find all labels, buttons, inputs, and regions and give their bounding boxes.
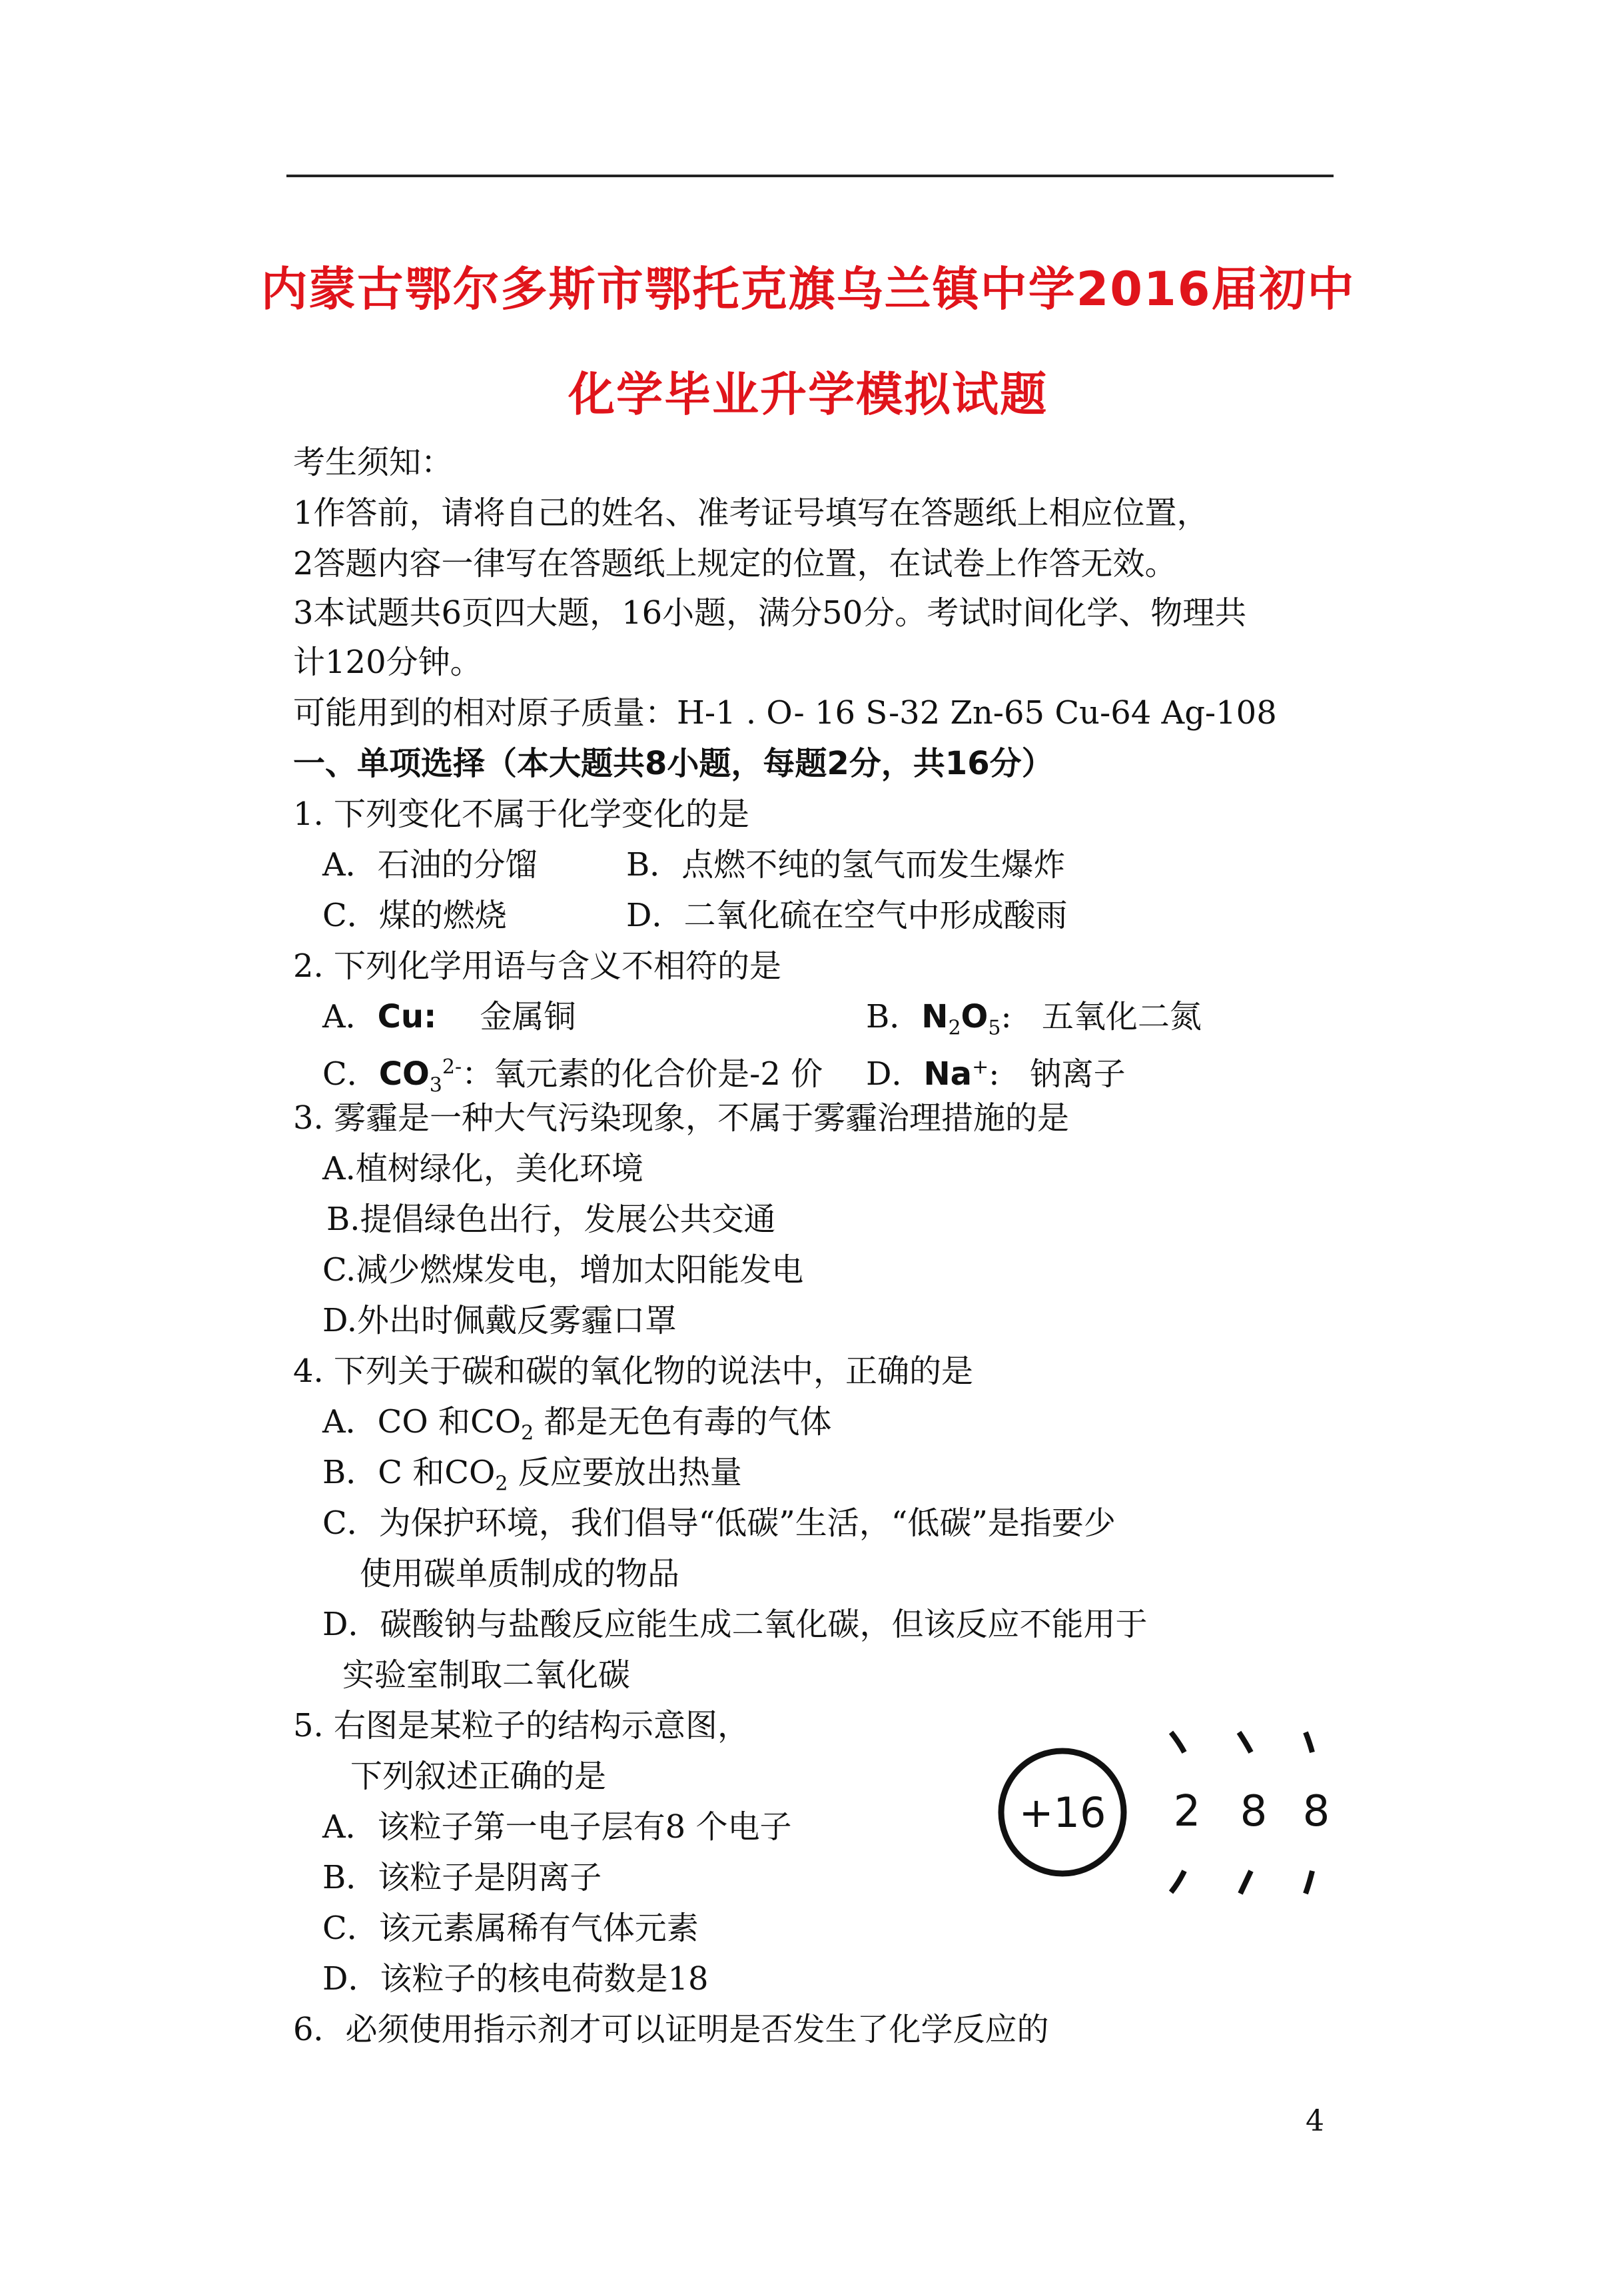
q1-stem: 1. 下列变化不属于化学变化的是 (293, 796, 750, 833)
q2-c-text: ：氧元素的化合价是-2 价 (462, 1055, 823, 1093)
q5-option-b: B．该粒子是阴离子 (322, 1859, 602, 1896)
q4-stem: 4. 下列关于碳和碳的氧化物的说法中，正确的是 (293, 1353, 974, 1390)
q1-option-b: B．点燃不纯的氢气而发生爆炸 (626, 846, 1066, 883)
q2-option-b (866, 997, 1202, 1049)
q2-d-text: 钠离子 (1029, 1055, 1126, 1093)
q1-option-c: C．煤的燃烧 (322, 897, 507, 934)
q5-option-d: D．该粒子的核电荷数是18 (322, 1960, 709, 1998)
shell-3-arc-top (1306, 1732, 1312, 1752)
q2-c-symbol: CO (378, 1055, 430, 1093)
shell-3-arc-bottom (1306, 1871, 1312, 1894)
q2-option-a (322, 997, 576, 1037)
q1-option-a: A．石油的分馏 (322, 846, 538, 883)
q2-d-label: D． (866, 1055, 924, 1093)
q2-option-d (866, 1047, 1126, 1094)
shell-2-arc-top (1239, 1732, 1251, 1752)
q4-option-c-line-1: C．为保护环境，我们倡导“低碳”生活，“低碳”是指要少 (322, 1504, 1116, 1542)
shell-1-arc-top (1171, 1732, 1184, 1752)
q5-option-a: A．该粒子第一电子层有8 个电子 (322, 1808, 792, 1846)
q2-b-symbol-o: O (961, 998, 989, 1035)
q2-c-sub: 3 (429, 1073, 442, 1097)
nucleus-charge: +16 (1018, 1788, 1106, 1837)
section-1-heading: 一、单项选择（本大题共8小题，每题2分，共16分） (293, 745, 1054, 782)
shell-2-arc-bottom (1240, 1871, 1251, 1894)
q2-a-symbol: Cu: (377, 998, 437, 1035)
atomic-structure-diagram (993, 1726, 1366, 1899)
q4-a-pre: A．CO 和CO (322, 1403, 522, 1440)
title-line-2: 化学毕业升学模拟试题 (568, 367, 1048, 422)
q2-b-label: B． (866, 998, 922, 1035)
q3-option-d: D.外出时佩戴反雾霾口罩 (322, 1302, 677, 1339)
notice-heading: 考生须知： (293, 444, 454, 481)
q2-d-symbol: Na (923, 1055, 973, 1093)
q2-stem: 2. 下列化学用语与含义不相符的是 (293, 947, 782, 985)
q3-stem: 3. 雾霾是一种大气污染现象，不属于雾霾治理措施的是 (293, 1099, 1070, 1137)
q4-option-c-line-2: 使用碳单质制成的物品 (360, 1555, 680, 1592)
q2-c-sup: 2- (442, 1055, 462, 1079)
notice-item-3a: 3本试题共6页四大题，16小题，满分50分。考试时间化学、物理共 (293, 594, 1247, 632)
q3-option-a: A.植树绿化，美化环境 (322, 1150, 643, 1187)
q4-option-d-line-1: D．碳酸钠与盐酸反应能生成二氧化碳，但该反应不能用于 (322, 1606, 1148, 1643)
q2-b-symbol-n: N (921, 998, 949, 1035)
q2-a-text: 金属铜 (480, 998, 576, 1035)
shell-2-electrons: 8 (1240, 1787, 1268, 1836)
notice-item-3b: 计120分钟。 (293, 644, 482, 681)
q2-option-c (322, 1047, 823, 1106)
notice-item-2: 2答题内容一律写在答题纸上规定的位置，在试卷上作答无效。 (293, 545, 1177, 582)
shell-1-electrons: 2 (1173, 1787, 1201, 1836)
header-rule (286, 175, 1334, 177)
q5-option-c: C．该元素属稀有气体元素 (322, 1910, 699, 1947)
q2-b-sub-2: 5 (988, 1016, 1001, 1040)
title-line-1: 内蒙古鄂尔多斯市鄂托克旗乌兰镇中学2016届初中 (260, 262, 1356, 316)
q5-stem-line-2: 下列叙述正确的是 (350, 1758, 607, 1795)
q3-option-c: C.减少燃煤发电，增加太阳能发电 (322, 1251, 804, 1289)
q1-option-d: D．二氧化硫在空气中形成酸雨 (626, 897, 1068, 934)
q2-d-colon: : (989, 1055, 1000, 1093)
q2-d-sup: + (972, 1055, 989, 1079)
q4-a-sub: 2 (521, 1421, 534, 1445)
notice-item-1: 1作答前，请将自己的姓名、准考证号填写在答题纸上相应位置， (293, 494, 1209, 532)
q6-stem: 6．必须使用指示剂才可以证明是否发生了化学反应的 (293, 2011, 1049, 2048)
q4-b-post: 反应要放出热量 (508, 1454, 742, 1491)
shell-3-electrons: 8 (1302, 1787, 1330, 1836)
q2-c-label: C． (322, 1055, 379, 1093)
q4-a-post: 都是无色有毒的气体 (534, 1403, 832, 1440)
q4-option-a (322, 1402, 831, 1454)
q4-option-b (322, 1452, 742, 1504)
page-number: 4 (1306, 2104, 1324, 2138)
q2-a-label: A． (322, 998, 378, 1035)
q3-option-b: B.提倡绿色出行，发展公共交通 (326, 1201, 776, 1238)
q2-b-sub-1: 2 (948, 1016, 961, 1040)
q2-b-text: 五氧化二氮 (1041, 998, 1202, 1035)
shell-1-arc-bottom (1171, 1871, 1184, 1892)
q2-b-colon: : (1001, 998, 1012, 1035)
q4-b-sub: 2 (495, 1472, 508, 1496)
atomic-masses: 可能用到的相对原子质量：H-1 . O- 16 S-32 Zn-65 Cu-64 Ag-108 (293, 694, 1277, 732)
q4-option-d-line-2: 实验室制取二氧化碳 (342, 1656, 631, 1694)
q5-stem-line-1: 5. 右图是某粒子的结构示意图， (293, 1707, 750, 1744)
q4-b-pre: B．C 和CO (322, 1454, 496, 1491)
